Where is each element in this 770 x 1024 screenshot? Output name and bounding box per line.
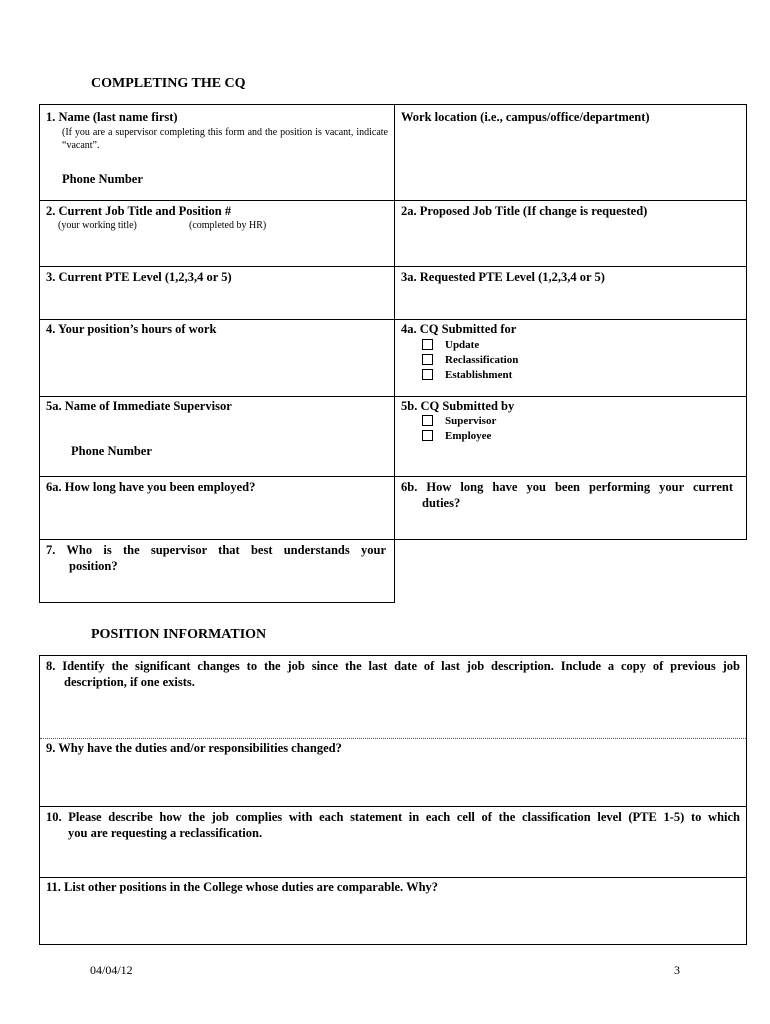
- label-job-complies: 10. Please describe how the job complies with each statement in each cell of the classification level (PTE 1-5) to which: [46, 810, 740, 824]
- checkbox-icon: [422, 354, 433, 365]
- field-requested-pte-level[interactable]: [394, 266, 747, 320]
- checkbox-icon: [422, 430, 433, 441]
- checkbox-label: Establishment: [445, 368, 513, 381]
- field-cq-submitted-for: [394, 319, 747, 397]
- field-cq-submitted-by: [394, 396, 747, 477]
- field-comparable-positions[interactable]: [40, 878, 746, 944]
- field-supervisor-understands[interactable]: [39, 539, 395, 603]
- label-significant-changes: 8. Identify the significant changes to the job since the last date of last job description. Include a copy of previous job: [46, 659, 740, 673]
- field-immediate-supervisor[interactable]: [39, 396, 395, 477]
- label-phone-number: Phone Number: [62, 172, 143, 186]
- label-proposed-job-title: 2a. Proposed Job Title (If change is requested): [401, 204, 648, 218]
- checkbox-employee[interactable]: [422, 428, 496, 443]
- position-info-table: [39, 655, 747, 945]
- checkbox-icon: [422, 339, 433, 350]
- checkbox-label: Reclassification: [445, 353, 519, 366]
- label-supervisor-phone: Phone Number: [71, 444, 152, 458]
- field-proposed-job-title[interactable]: [394, 200, 747, 267]
- field-length-performing-duties[interactable]: [394, 476, 747, 540]
- label-hours-of-work: 4. Your position’s hours of work: [46, 322, 217, 336]
- label-length-performing-duties-cont: duties?: [422, 496, 461, 510]
- field-hours-of-work[interactable]: [39, 319, 395, 397]
- label-immediate-supervisor: 5a. Name of Immediate Supervisor: [46, 399, 232, 413]
- label-length-employed: 6a. How long have you been employed?: [46, 480, 256, 494]
- label-supervisor-understands: 7. Who is the supervisor that best understands your: [46, 543, 386, 557]
- checkbox-label: Supervisor: [445, 414, 497, 427]
- note-completed-by-hr: (completed by HR): [189, 220, 267, 231]
- label-comparable-positions: 11. List other positions in the College whose duties are comparable. Why?: [46, 880, 439, 894]
- field-job-complies[interactable]: [40, 807, 746, 877]
- footer-page-number: 3: [674, 963, 680, 977]
- checkbox-reclassification[interactable]: [422, 352, 518, 367]
- field-current-job-title[interactable]: [39, 200, 395, 267]
- label-job-complies-cont: you are requesting a reclassification.: [68, 826, 263, 840]
- field-length-employed[interactable]: [39, 476, 395, 540]
- field-duties-changed[interactable]: [40, 739, 746, 806]
- checkbox-update[interactable]: [422, 337, 518, 352]
- section-heading-position-information: POSITION INFORMATION: [91, 627, 267, 642]
- checkbox-label: Employee: [445, 429, 492, 442]
- label-work-location: Work location (i.e., campus/office/department): [401, 110, 650, 124]
- checkbox-icon: [422, 415, 433, 426]
- checkbox-establishment[interactable]: [422, 367, 518, 382]
- note-vacant: (If you are a supervisor completing this form and the position is vacant, indicate “vacant”.: [62, 127, 388, 151]
- label-supervisor-understands-cont: position?: [69, 559, 118, 573]
- label-significant-changes-cont: description, if one exists.: [64, 675, 195, 689]
- section-heading-completing-cq: COMPLETING THE CQ: [91, 76, 246, 91]
- field-current-pte-level[interactable]: [39, 266, 395, 320]
- footer-date: 04/04/12: [90, 963, 133, 977]
- checkbox-supervisor[interactable]: [422, 413, 496, 428]
- label-name: 1. Name (last name first): [46, 110, 178, 124]
- label-cq-submitted-by: 5b. CQ Submitted by: [401, 399, 515, 413]
- label-current-job-title: 2. Current Job Title and Position #: [46, 204, 232, 218]
- label-length-performing-duties: 6b. How long have you been performing your current: [401, 480, 733, 494]
- field-name[interactable]: [39, 104, 395, 201]
- checkbox-label: Update: [445, 338, 480, 351]
- field-significant-changes[interactable]: [40, 656, 746, 738]
- label-duties-changed: 9. Why have the duties and/or responsibilities changed?: [46, 741, 342, 755]
- label-requested-pte-level: 3a. Requested PTE Level (1,2,3,4 or 5): [401, 270, 605, 284]
- checkbox-icon: [422, 369, 433, 380]
- note-working-title: (your working title): [58, 220, 137, 231]
- label-current-pte-level: 3. Current PTE Level (1,2,3,4 or 5): [46, 270, 232, 284]
- label-cq-submitted-for: 4a. CQ Submitted for: [401, 322, 517, 336]
- field-work-location[interactable]: [394, 104, 747, 201]
